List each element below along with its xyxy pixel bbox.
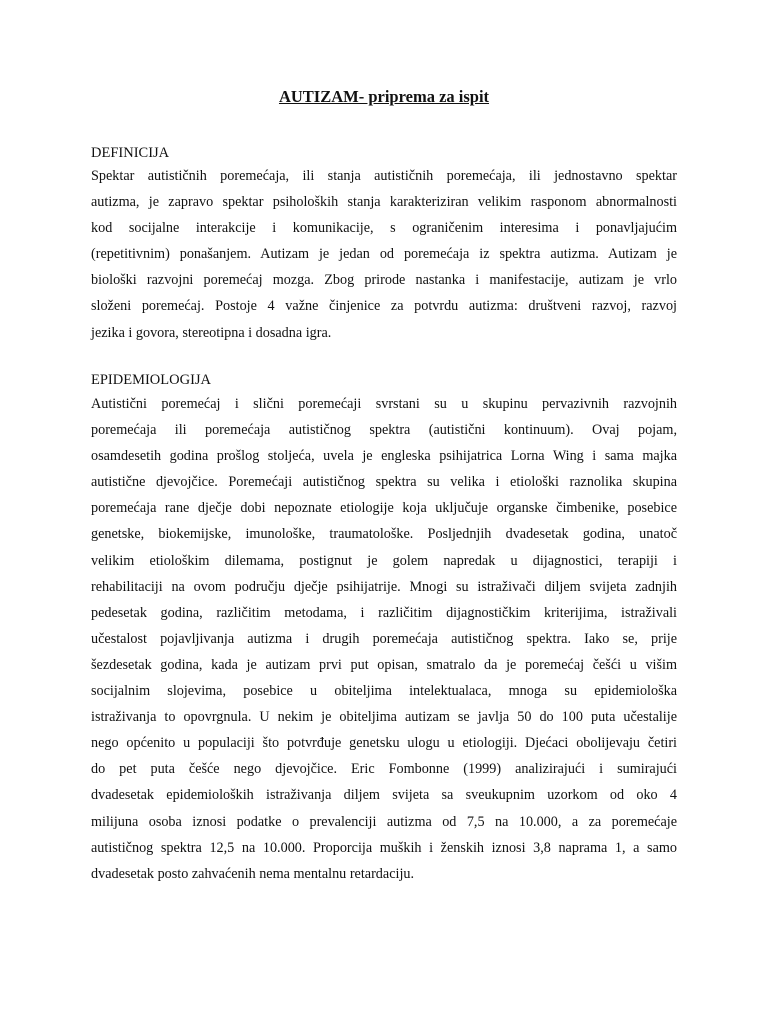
- text-line: dvadesetak posto zahvaćenih nema mentalnu retardaciju.: [91, 865, 415, 882]
- text-line: pedesetak godina, različitim metodama, i različitim dijagnostičkim kriterijima, istraživali: [91, 604, 677, 621]
- section-body-definicija: [91, 167, 677, 350]
- text-line: biološki razvojni poremećaj mozga. Zbog prirode nastanka i manifestacije, autizam je vrlo: [91, 272, 677, 289]
- text-line: jezika i govora, stereotipna i dosadna igra.: [91, 324, 332, 341]
- text-line: složeni poremećaj. Postoje 4 važne činjenice za potvrdu autizma: društveni razvoj, razvoj: [91, 298, 677, 315]
- text-line: Autistični poremećaj i slični poremećaji svrstani su u skupinu pervazivnih razvojnih: [91, 396, 677, 412]
- text-line: osamdesetih godina prošlog stoljeća, uvela je engleska psihijatrica Lorna Wing i sama majka: [91, 448, 677, 465]
- text-line: do pet puta češće nego djevojčice. Eric Fombonne (1999) analizirajući i sumirajući: [91, 761, 677, 778]
- text-line: dvadesetak epidemioloških istraživanja diljem svijeta sa sveukupnim uzorkom od oko 4: [91, 787, 677, 804]
- section-heading-epidemiologija: EPIDEMIOLOGIJA: [91, 372, 212, 388]
- text-line: poremećaja rane dječje dobi nepoznate etiologije koja uključuje organske čimbenike, posebice: [91, 500, 677, 517]
- text-line: učestalost pojavljivanja autizma i drugih poremećaja autističnog spektra. Iako se, prije: [91, 630, 677, 647]
- section-heading-definicija: DEFINICIJA: [91, 145, 170, 161]
- text-line: autistične djevojčice. Poremećaji autističnog spektra su velika i etiološki raznolika skupina: [91, 474, 677, 491]
- text-line: istraživanja to opovrgnula. U nekim je obiteljima autizam se javlja 50 do 100 puta učestalije: [91, 709, 677, 726]
- text-line: autizma, je zapravo spektar psiholoških stanja karakteriziran velikim rasponom abnormalnosti: [91, 194, 677, 211]
- text-line: (repetitivnim) ponašanjem. Autizam je jedan od poremećaja iz spektra autizma. Autizam je: [91, 246, 677, 263]
- text-line: autističnog spektra 12,5 na 10.000. Proporcija muških i ženskih iznosi 3,8 naprama 1, a samo: [91, 839, 677, 856]
- section-body-epidemiologija: [91, 395, 677, 891]
- text-line: milijuna osoba iznosi podatke o prevalenciji autizma od 7,5 na 10.000, a za poremećaje: [91, 813, 677, 830]
- text-line: rehabilitaciji na ovom području dječje psihijatrije. Mnogi su istraživači diljem svijeta zadnjih: [91, 578, 677, 595]
- text-line: nego općenito u populaciji što potvrđuje genetsku ulogu u etiologiji. Djećaci obolijevaju četiri: [91, 735, 677, 752]
- text-line: velikim etiološkim dilemama, postignut je golem napredak u dijagnostici, terapiji i: [91, 552, 677, 569]
- text-line: šezdesetak godina, kada je autizam prvi put opisan, smatralo da je poremećaj češći u višim: [91, 656, 677, 673]
- document-title: AUTIZAM- priprema za ispit: [278, 87, 490, 106]
- text-line: poremećaja ili poremećaja autističnog spektra (autistični kontinuum). Ovaj pojam,: [91, 422, 677, 439]
- text-line: kod socijalne interakcije i komunikacije, s ograničenim interesima i ponavljajućim: [91, 220, 677, 237]
- text-line: socijalnim slojevima, posebice u obiteljima intelektualaca, mnoga su epidemiološka: [91, 683, 677, 700]
- text-line: genetske, biokemijske, imunološke, traumatološke. Posljednjih dvadesetak godina, unatoč: [91, 526, 677, 543]
- text-line: Spektar autističnih poremećaja, ili stanja autističnih poremećaja, ili jednostavno spektar: [91, 168, 677, 184]
